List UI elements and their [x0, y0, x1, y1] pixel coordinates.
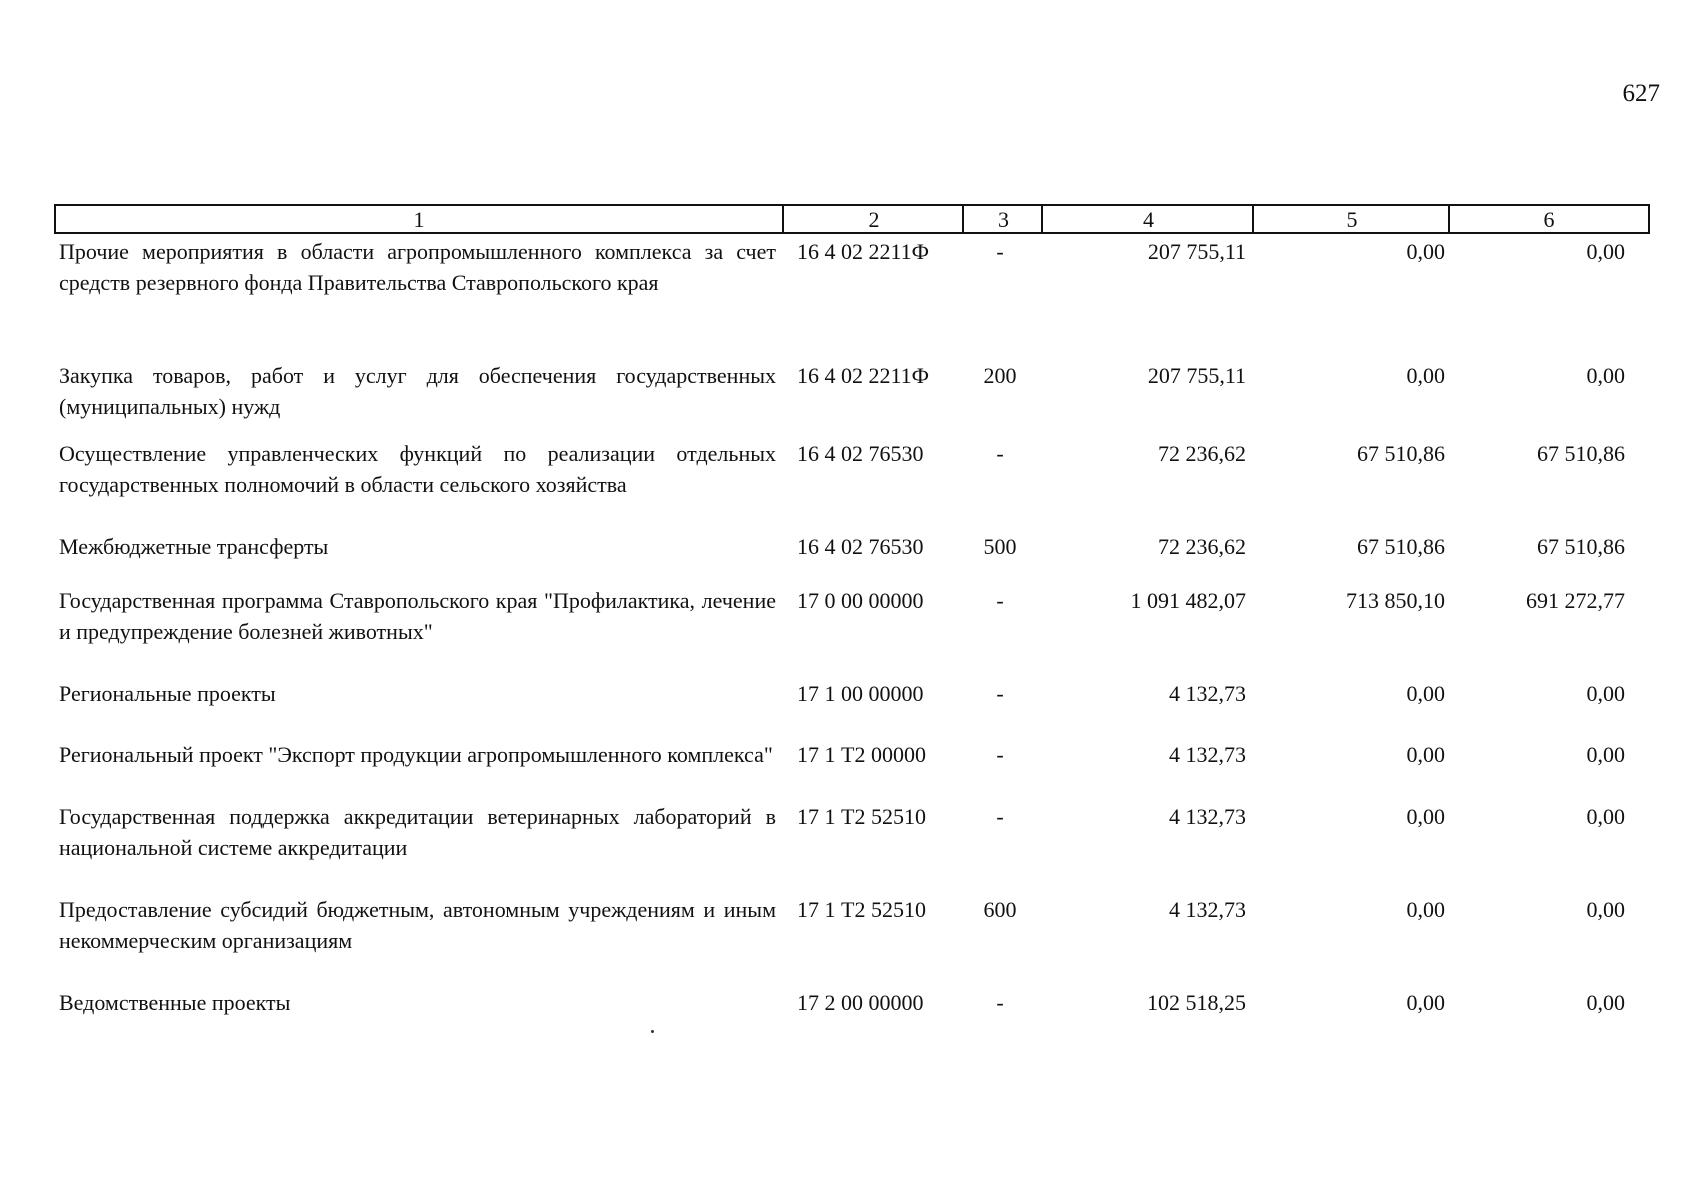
row-value-4: 4 132,73 [1169, 897, 1246, 922]
row-value-6: 0,00 [1586, 363, 1625, 388]
row-value-4: 4 132,73 [1169, 681, 1246, 706]
row-value-6: 691 272,77 [1526, 588, 1625, 613]
row-value-5: 0,00 [1406, 681, 1445, 706]
row-value-4: 207 755,11 [1147, 239, 1246, 264]
row-code: 17 1 Т2 52510 [797, 897, 926, 922]
row-name: Государственная поддержка аккредитации ветеринарных лабораторий в национальной системе аккредитации [59, 804, 776, 860]
scan-speck [651, 1030, 654, 1033]
header-cell-4: 4 [1143, 207, 1154, 232]
row-value-4: 4 132,73 [1169, 804, 1246, 829]
header-cell-1: 1 [413, 207, 425, 232]
row-type: - [996, 239, 1004, 264]
row-name: Закупка товаров, работ и услуг для обеспечения государственных (муниципальных) нужд [59, 363, 776, 419]
row-value-5: 0,00 [1406, 990, 1445, 1015]
row-value-5: 0,00 [1406, 897, 1445, 922]
row-code: 16 4 02 76530 [797, 534, 924, 559]
row-value-5: 67 510,86 [1357, 534, 1445, 559]
row-value-6: 67 510,86 [1537, 534, 1625, 559]
row-value-4: 1 091 482,07 [1130, 588, 1246, 613]
row-value-4: 72 236,62 [1158, 441, 1246, 466]
row-value-6: 0,00 [1586, 990, 1625, 1015]
row-value-4: 102 518,25 [1147, 990, 1246, 1015]
row-code: 17 1 Т2 52510 [797, 804, 926, 829]
row-code: 17 2 00 00000 [797, 990, 924, 1015]
row-type: - [996, 804, 1004, 829]
row-type: 600 [983, 897, 1017, 922]
row-value-5: 0,00 [1406, 804, 1445, 829]
page-number: 627 [1622, 80, 1660, 107]
row-name: Прочие мероприятия в области агропромышленного комплекса за счет средств резервного фонда Правительства Ставропольского края [59, 239, 776, 295]
row-value-4: 4 132,73 [1169, 742, 1246, 767]
row-value-6: 0,00 [1586, 742, 1625, 767]
row-code: 16 4 02 76530 [797, 441, 924, 466]
table-header [54, 204, 1650, 234]
row-value-5: 67 510,86 [1357, 441, 1445, 466]
row-value-6: 0,00 [1586, 681, 1625, 706]
row-name: Ведомственные проекты [59, 990, 291, 1015]
row-value-5: 0,00 [1406, 239, 1445, 264]
row-type: - [996, 990, 1004, 1015]
row-code: 17 0 00 00000 [797, 588, 924, 613]
row-value-5: 713 850,10 [1346, 588, 1445, 613]
row-name: Осуществление управленческих функций по реализации отдельных государственных полномочий в области сельского хозяйства [59, 441, 776, 497]
row-type: - [996, 441, 1004, 466]
row-value-6: 0,00 [1586, 239, 1625, 264]
row-value-6: 67 510,86 [1537, 441, 1625, 466]
row-value-5: 0,00 [1406, 742, 1445, 767]
row-value-5: 0,00 [1406, 363, 1445, 388]
row-value-6: 0,00 [1586, 897, 1625, 922]
row-type: - [996, 681, 1004, 706]
header-cell-2: 2 [868, 207, 880, 232]
row-code: 16 4 02 2211Ф [797, 363, 930, 388]
row-value-4: 72 236,62 [1158, 534, 1246, 559]
row-code: 16 4 02 2211Ф [797, 239, 930, 264]
row-type: 200 [983, 363, 1017, 388]
header-cell-6: 6 [1543, 207, 1555, 232]
row-name: Межбюджетные трансферты [59, 534, 329, 559]
row-name: Региональные проекты [59, 681, 276, 706]
row-name: Государственная программа Ставропольского края "Профилактика, лечение и предупреждение болезней животных" [59, 588, 776, 644]
row-code: 17 1 Т2 00000 [797, 742, 926, 767]
row-type: - [996, 742, 1004, 767]
row-name: Региональный проект "Экспорт продукции агропромышленного комплекса" [59, 742, 773, 767]
row-type: - [996, 588, 1004, 613]
header-cell-5: 5 [1346, 207, 1358, 232]
row-code: 17 1 00 00000 [797, 681, 924, 706]
row-type: 500 [983, 534, 1017, 559]
row-value-4: 207 755,11 [1147, 363, 1246, 388]
row-name: Предоставление субсидий бюджетным, автономным учреждениям и иным некоммерческим организациям [59, 897, 776, 953]
row-value-6: 0,00 [1586, 804, 1625, 829]
header-cell-3: 3 [998, 207, 1009, 232]
